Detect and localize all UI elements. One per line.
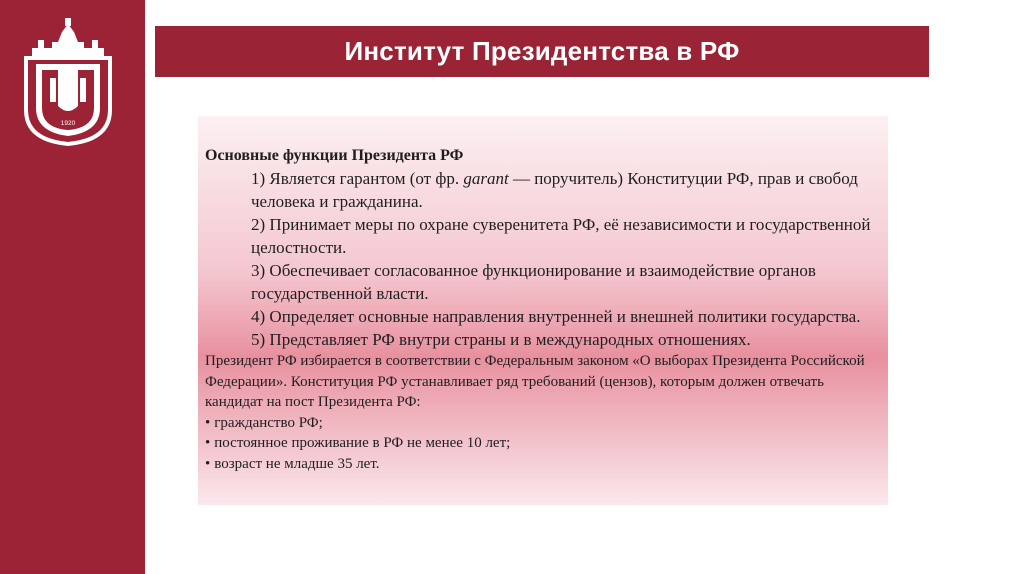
- requirement-item: [205, 433, 880, 454]
- page-title: Институт Президентства в РФ: [344, 36, 740, 66]
- bullet-symbol: •: [205, 455, 211, 472]
- functions-heading: Основные функции Президента РФ: [205, 147, 464, 164]
- requirement-text: постоянное проживание в РФ не менее 10 лет;: [214, 435, 511, 451]
- bullet-symbol: •: [205, 435, 211, 451]
- function-item-1-term: garant: [463, 169, 509, 188]
- election-paragraph: Президент РФ избирается в соответствии с Федеральным законом «О выборах Президента Российской Федерации». Конституция РФ устанавливает ряд требований (цензов), которым должен отвечать кандидат на пост Президента РФ:: [205, 353, 865, 410]
- title-bar: [155, 26, 929, 77]
- bullet-symbol: •: [205, 414, 211, 431]
- function-item-1: [205, 167, 880, 213]
- university-logo: [18, 18, 118, 146]
- function-item-1-suffix: — поручитель) Конституции РФ, прав и свобод человека и гражданина.: [251, 169, 858, 211]
- function-item-2: 2) Принимает меры по охране суверенитета РФ, её независимости и государственной целостности.: [251, 215, 871, 257]
- logo-year: 1920: [60, 120, 76, 127]
- function-item-5: 5) Представляет РФ внутри страны и в международных отношениях.: [251, 330, 751, 349]
- function-item-1-prefix: 1) Является гарантом (от фр.: [251, 169, 464, 188]
- function-item-4: 4) Определяет основные направления внутренней и внешней политики государства.: [251, 307, 861, 326]
- content-box: [198, 116, 888, 505]
- requirement-item: [205, 454, 880, 475]
- requirement-item: [205, 413, 880, 434]
- requirement-text: гражданство РФ;: [214, 414, 323, 431]
- sidebar: [0, 0, 145, 574]
- function-item-3: 3) Обеспечивает согласованное функционирование и взаимодействие органов государственной власти.: [251, 261, 816, 303]
- requirement-text: возраст не младше 35 лет.: [214, 455, 380, 472]
